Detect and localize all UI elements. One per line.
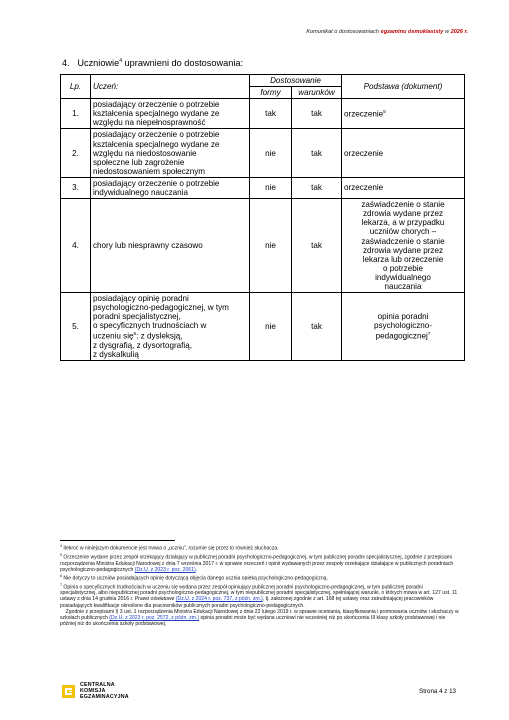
footnote-ref[interactable]: 5 — [383, 110, 386, 116]
cell-formy: nie — [250, 199, 292, 293]
cell-uczen — [91, 129, 250, 177]
footnote-text: opinia poradni może być wydana uczniowi nie wcześniej niż po ukończeniu III klasy szkoły podstawowej i nie później niż do ukończenia szkoły podstawowej. — [60, 614, 446, 627]
cke-logo-mark-icon — [62, 685, 75, 698]
cell-uczen: chory lub niesprawny czasowo — [91, 199, 250, 293]
footnotes — [60, 543, 460, 627]
header-year: 2026 r. — [450, 29, 468, 35]
cell-uczen — [91, 99, 250, 129]
legal-reference-link[interactable]: (Dz.U. z 2024 r. poz. 737, z późn. zm.) — [175, 596, 263, 603]
page-label: Strona — [419, 688, 438, 695]
header-connector: w — [444, 29, 450, 35]
cell-text-line: : z dysleksją, — [136, 332, 183, 342]
cell-text-line: lekarza, a w przypadku — [361, 218, 445, 228]
cell-text-line: względu na niedostosowanie — [93, 148, 197, 158]
footnote-text: Opinia o specyficznych trudnościach w uczeniu się wydana przez zespół opiniujący publicznej poradni psychologiczno-pedagogicznej, w tym publicznej poradni specjalistycznej, albo niepublicznej poradni psychologiczno-pedagogicznej, w tym niepublicznej poradni specjalistycznej, spełniającej warunki, o których mowa w art. 127 ust. 11 ustawy z dnia 14 grudnia 2016 r. — [60, 584, 458, 603]
cell-text-line: społeczne lub zagrożenie — [93, 157, 185, 167]
cke-logo-text — [80, 682, 129, 700]
footnote-7 — [60, 582, 460, 609]
cell-lp: 5. — [61, 293, 91, 361]
footnote-text: Orzeczenie wydane przez zespół orzekający działający w publicznej poradni psychologiczno-pedagogicznej, w tym publicznej poradni specjalistycznej, zgodnie z przepisami rozporządzenia Ministra Edukacji Narodowej z dnia 7 września 2017 r. w sprawie orzeczeń i opinii wydawanych przez zespoły orzekające działające w publicznych poradniach psychologiczno-pedagogicznych — [60, 554, 454, 573]
footnote-text: Zgodnie z przepisami § 3 ust. 1 rozporządzenia Ministra Edukacji Narodowej z dnia 22 lutego 2019 r. w sprawie oceniania, klasyfikowania i promowania uczniów i słuchaczy w szkołach publicznych — [60, 608, 459, 621]
cell-text-line: psychologiczno- — [373, 321, 433, 331]
cell-text-line: pedagogicznej — [375, 332, 428, 342]
cell-text-line: uczeniu się — [93, 332, 134, 342]
col-header-lp: Lp. — [61, 75, 91, 99]
cell-text-line: z dyskalkulią — [93, 350, 139, 360]
table-row — [61, 199, 465, 293]
cell-warunkow: tak — [292, 177, 342, 198]
section-title-before: Uczniowie — [77, 58, 120, 69]
table-row — [61, 177, 465, 198]
cell-lp: 1. — [61, 99, 91, 129]
footnote-6 — [60, 573, 460, 582]
cell-uczen — [91, 177, 250, 198]
cell-text-line: posiadający orzeczenie o potrzebie — [93, 130, 220, 140]
footnote-number: 5 — [60, 552, 62, 557]
cell-podstawa — [342, 99, 465, 129]
cell-text-line: zaświadczenie o stanie — [361, 236, 445, 246]
cell-text-line: z dysgrafią, z dysortografią, — [93, 341, 192, 351]
cell-text-line: o potrzebie — [382, 263, 424, 273]
page-total: 13 — [449, 688, 456, 695]
cell-text-line: indywidualnego nauczania — [93, 188, 188, 198]
cell-lp: 2. — [61, 129, 91, 177]
cell-formy: nie — [250, 177, 292, 198]
section-number: 4. — [62, 58, 70, 69]
cell-lp: 3. — [61, 177, 91, 198]
logo-line: CENTRALNA — [80, 682, 115, 688]
cell-text-line: uczniów chorych – — [369, 227, 437, 237]
col-header-warunkow: warunków — [292, 87, 342, 99]
cell-text-line: kształcenia specjalnego wydane ze — [93, 139, 220, 149]
table-row — [61, 99, 465, 129]
cell-warunkow: tak — [292, 293, 342, 361]
cell-podstawa: orzeczenie — [342, 129, 465, 177]
cell-podstawa — [342, 293, 465, 361]
cell-text: orzeczenie — [344, 110, 384, 120]
col-header-dostosowanie: Dostosowanie — [250, 75, 342, 87]
table-row — [61, 129, 465, 177]
footnote-text: . — [195, 566, 198, 573]
cell-text-line: lekarza lub orzeczenie — [362, 254, 444, 264]
cell-uczen — [91, 293, 250, 361]
footnote-ref[interactable]: 7 — [427, 332, 431, 338]
col-header-podstawa: Podstawa (dokument) — [342, 75, 465, 99]
footnote-number: 6 — [60, 573, 62, 578]
section-title-after: uprawnieni do dostosowania: — [122, 58, 244, 69]
cell-formy: nie — [250, 129, 292, 177]
cell-text-line: względu na niepełnosprawność — [93, 118, 206, 128]
page-number — [419, 688, 456, 695]
document-header — [306, 29, 468, 35]
cell-text-line: posiadający orzeczenie o potrzebie — [93, 100, 220, 110]
footnote-ref[interactable]: 4 — [119, 58, 122, 64]
logo-line: EGZAMINACYJNA — [80, 694, 129, 700]
cell-text-line: indywidualnego — [375, 272, 431, 282]
cell-warunkow: tak — [292, 99, 342, 129]
page-separator: z — [444, 688, 448, 695]
footnote-number: 7 — [60, 582, 62, 587]
legal-reference-link[interactable]: (Dz.U. z 2023 r. poz. 2061) — [134, 566, 196, 573]
cell-text-line: posiadający orzeczenie o potrzebie — [93, 178, 220, 188]
adjustments-table — [60, 74, 465, 361]
header-prefix: Komunikat o dostosowaniach — [306, 29, 380, 35]
header-exam-name: egzaminu ósmoklasisty — [380, 29, 444, 35]
logo-line: KOMISJA — [80, 688, 106, 694]
cell-text-line: psychologiczno-pedagogicznej, w tym — [93, 303, 229, 313]
cell-text-line: o specyficznych trudnościach w — [93, 321, 207, 331]
cell-warunkow: tak — [292, 199, 342, 293]
cell-text-line: poradni specjalistycznej, — [93, 312, 181, 322]
col-header-uczen: Uczeń: — [91, 75, 250, 99]
page-current: 4 — [439, 688, 443, 695]
cell-text-line: zdrowia wydane przez — [362, 245, 444, 255]
cell-warunkow: tak — [292, 129, 342, 177]
footnote-ref[interactable]: 6 — [133, 332, 137, 338]
footnote-5 — [60, 552, 460, 573]
act-title: Prawo oświatowe — [134, 596, 175, 603]
cell-text-line: kształcenia specjalnego wydane ze — [93, 109, 220, 119]
cell-formy: nie — [250, 293, 292, 361]
footnote-text: , tj. założonej zgodnie z art. 168 tej ustawy oraz zatrudniającej pracowników posiadających kwalifikacje określone dla pracowników publicznych poradni psychologiczno-pedagogicznych. — [60, 596, 434, 609]
footnote-divider — [60, 540, 175, 541]
cell-podstawa — [342, 199, 465, 293]
legal-reference-link[interactable]: (Dz.U. z 2023 r. poz. 2572, z późn. zm.) — [109, 614, 200, 621]
table-row — [61, 293, 465, 361]
table-header-row — [61, 75, 465, 87]
footnote-text: Nie dotyczy to uczniów posiadających opinię dotyczącą objęcia danego ucznia opieką psychologiczno-pedagogiczną. — [63, 575, 328, 582]
cell-text-line: opinia poradni — [377, 312, 429, 322]
cell-lp: 4. — [61, 199, 91, 293]
col-header-formy: formy — [250, 87, 292, 99]
cell-text-line: niedostosowaniem społecznym — [93, 166, 206, 176]
cell-text-line: zaświadczenie o stanie — [361, 200, 445, 210]
footnote-text: Ilekroć w niniejszym dokumencie jest mowa o „uczniu”, rozumie się przez to również słuchacza. — [63, 545, 279, 552]
cke-logo — [62, 682, 129, 700]
footnote-4 — [60, 543, 460, 552]
cell-text-line: zdrowia wydane przez — [362, 209, 444, 219]
cell-text-line: nauczania — [384, 281, 422, 291]
cell-text-line: posiadający opinię poradni — [93, 294, 189, 304]
cell-formy: tak — [250, 99, 292, 129]
section-heading — [62, 58, 243, 68]
footnote-number: 4 — [60, 544, 62, 548]
footnote-7-continued — [60, 609, 460, 627]
cell-podstawa: orzeczenie — [342, 177, 465, 198]
